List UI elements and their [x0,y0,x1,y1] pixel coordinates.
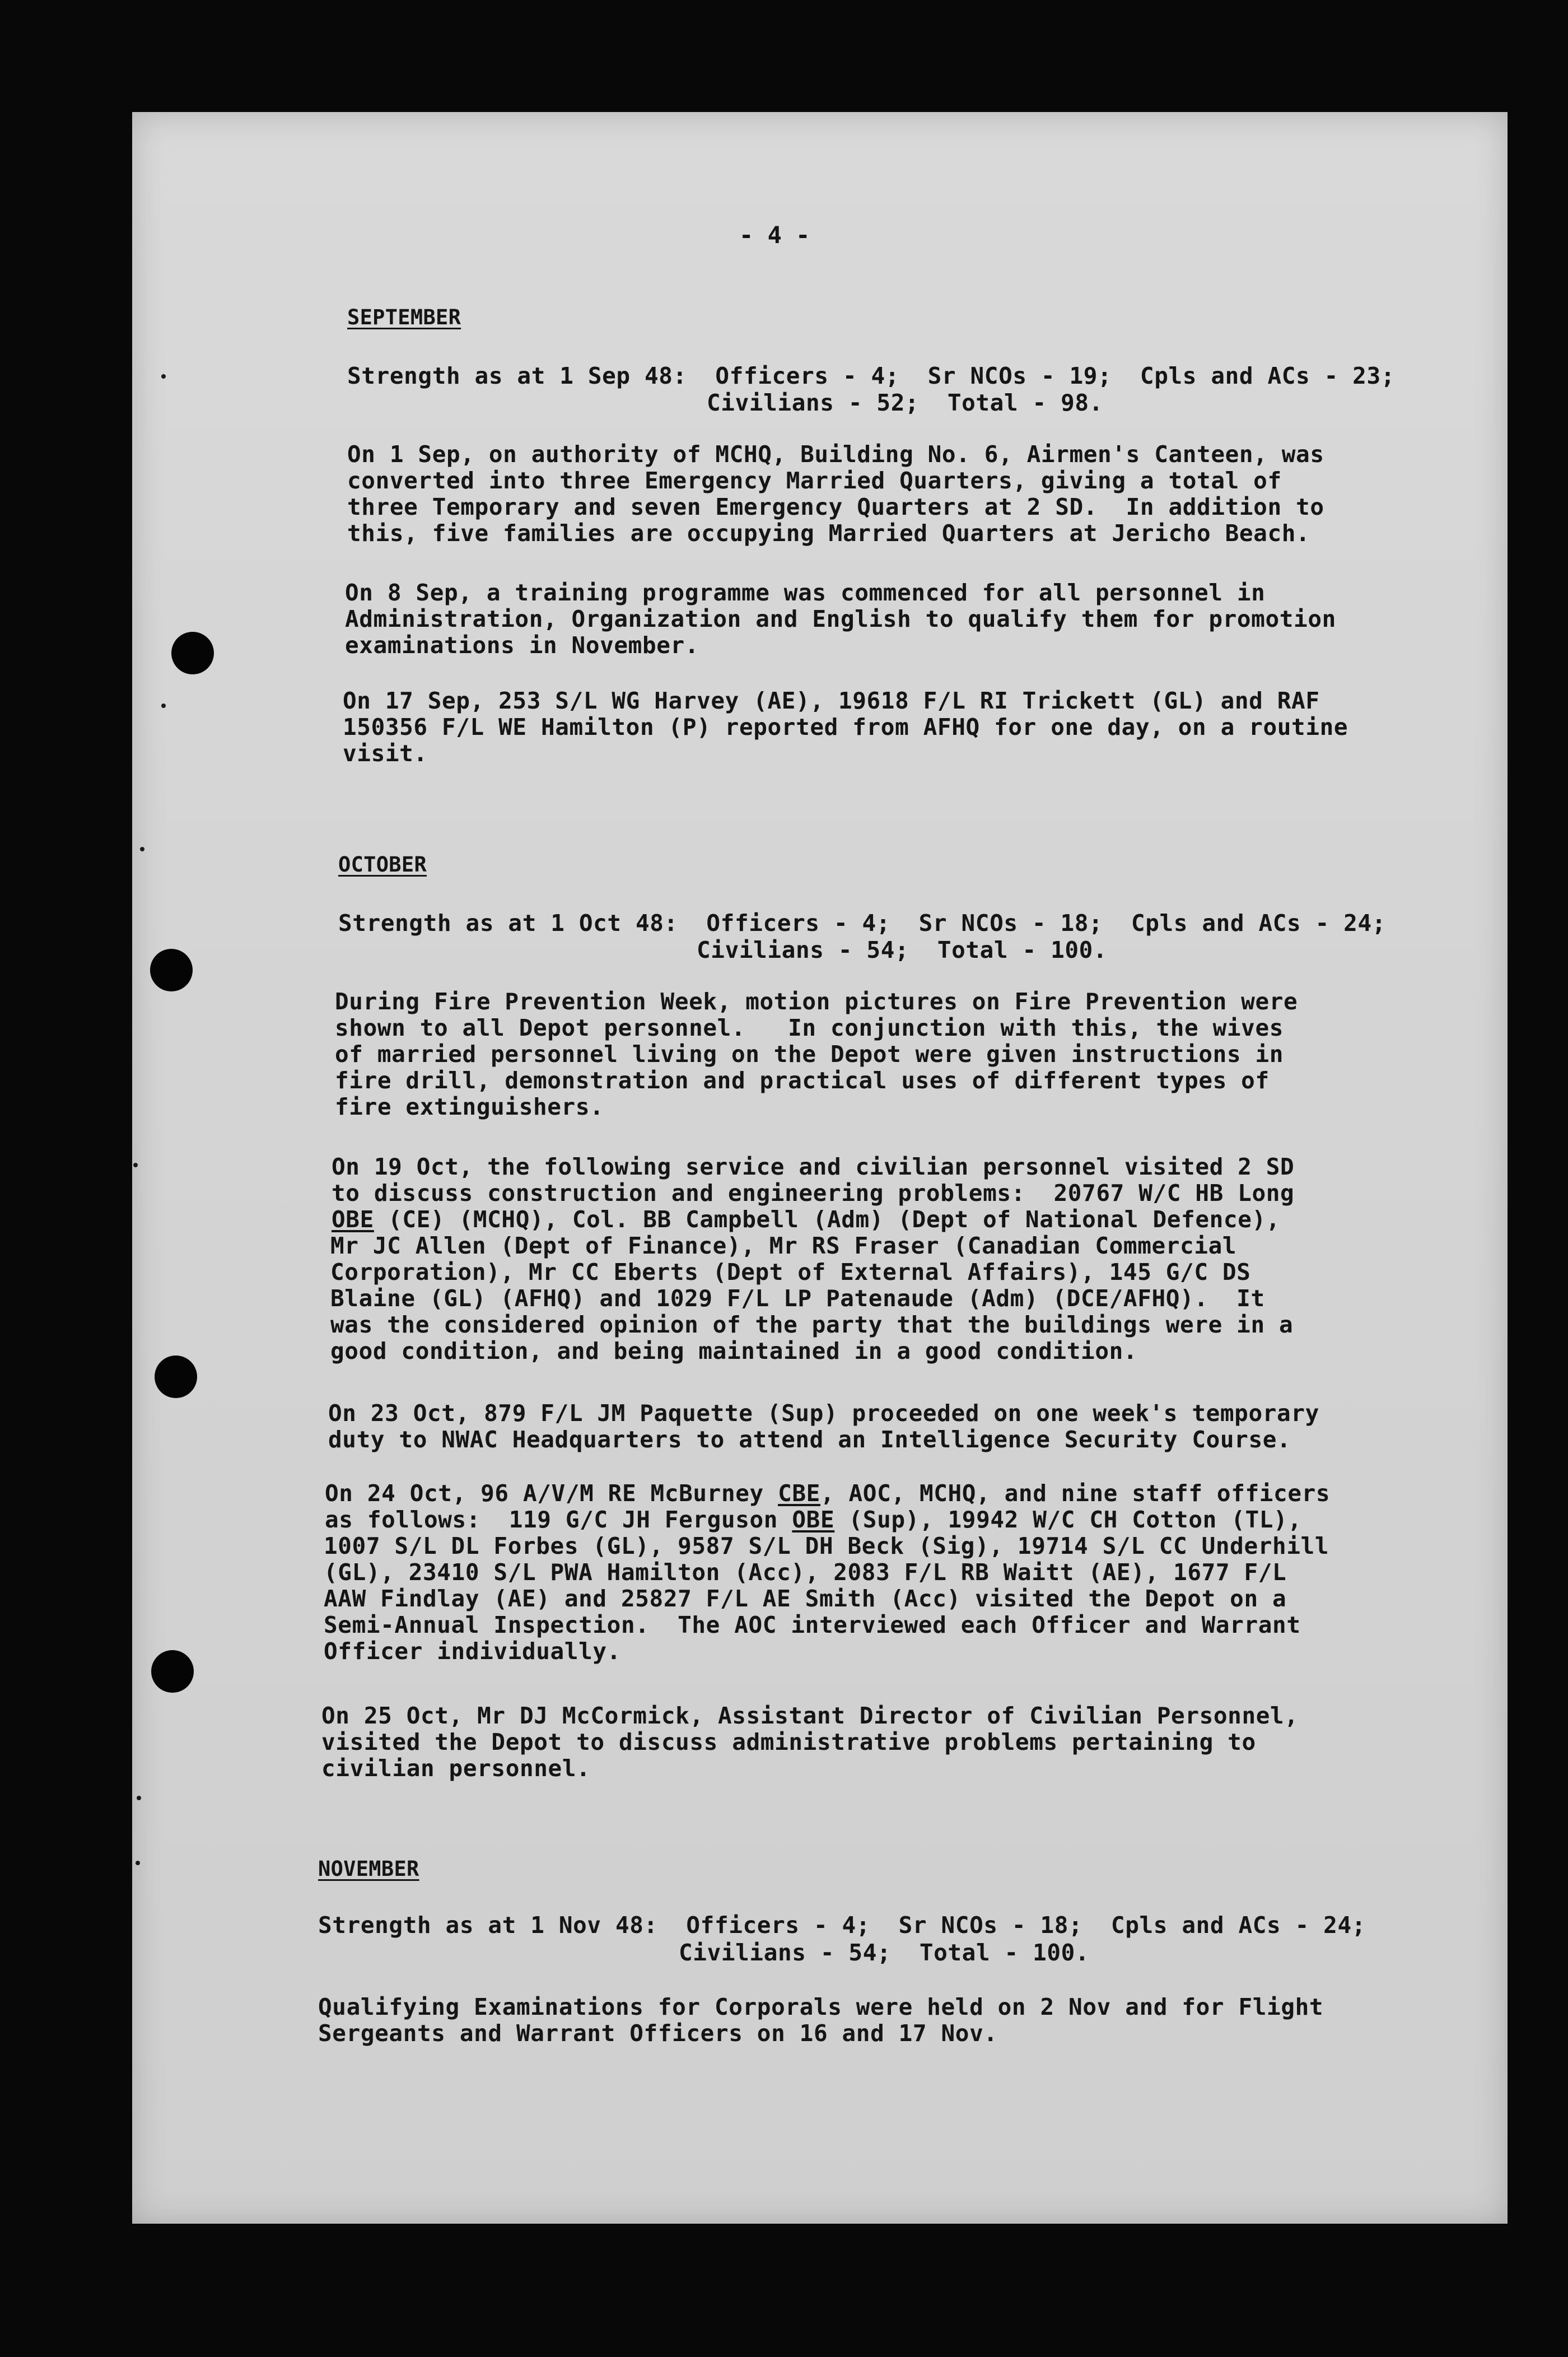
paragraph-october-4-line2 [325,1507,1302,1533]
speck [133,1163,138,1167]
strength-line-september: Strength as at 1 Sep 48: Officers - 4; Sr NCOs - 19; Cpls and ACs - 23; [347,362,1396,389]
paragraph-september-3: On 17 Sep, 253 S/L WG Harvey (AE), 19618 F/L RI Trickett (GL) and RAF 150356 F/L WE Hamilton (P) reported from AFHQ for one day, on a routine visit. [343,687,1348,767]
strength-line-november: Strength as at 1 Nov 48: Officers - 4; Sr NCOs - 18; Cpls and ACs - 24; [318,1912,1366,1939]
honour-obe: OBE [792,1506,835,1533]
speck [136,1861,140,1865]
strength-totals-november: Civilians - 54; Total - 100. [679,1939,1090,1966]
section-heading-september: SEPTEMBER [347,305,461,329]
paragraph-october-2-line3 [332,1207,1280,1233]
text-span: On 24 Oct, 96 A/V/M RE McBurney [325,1480,778,1507]
paragraph-october-2-line3-text: (CE) (MCHQ), Col. BB Campbell (Adm) (Dept of National Defence), [374,1206,1281,1233]
strength-totals-october: Civilians - 54; Total - 100. [697,937,1108,963]
punch-hole [155,1355,197,1398]
paragraph-september-1: On 1 Sep, on authority of MCHQ, Building No. 6, Airmen's Canteen, was converted into three Emergency Married Quarters, giving a total of three Temporary and seven Emergency Quarters at 2 SD. In addition to this, five families are occupying Married Quarters at Jericho Beach. [347,441,1324,547]
punch-hole [151,1650,194,1693]
paragraph-november-1: Qualifying Examinations for Corporals were held on 2 Nov and for Flight Sergeants and Warrant Officers on 16 and 17 Nov. [318,1993,1324,2047]
honour-cbe: CBE [778,1480,820,1507]
text-span: as follows: 119 G/C JH Ferguson [325,1506,792,1533]
speck [161,374,166,379]
section-heading-november: NOVEMBER [318,1857,419,1881]
text-span: , AOC, MCHQ, and nine staff officers [820,1480,1331,1507]
speck [137,1796,141,1800]
paragraph-september-2: On 8 Sep, a training programme was commenced for all personnel in Administration, Organization and English to qualify them for promotion examinations in November. [345,579,1336,659]
strength-line-october: Strength as at 1 Oct 48: Officers - 4; Sr NCOs - 18; Cpls and ACs - 24; [338,910,1387,937]
honour-obe: OBE [332,1206,374,1233]
paragraph-october-1: During Fire Prevention Week, motion pictures on Fire Prevention were shown to all Depot personnel. In conjunction with this, the wives of married personnel living on the Depot were given instructions in fire drill, demonstration and practical uses of different types of fire extinguishers. [335,988,1298,1120]
punch-hole [171,632,214,674]
strength-totals-september: Civilians - 52; Total - 98. [707,389,1103,416]
paragraph-october-4-line1 [325,1480,1330,1507]
paragraph-october-2-line1: On 19 Oct, the following service and civilian personnel visited 2 SD [332,1153,1295,1180]
text-span: (Sup), 19942 W/C CH Cotton (TL), [834,1506,1302,1533]
paragraph-october-3: On 23 Oct, 879 F/L JM Paquette (Sup) proceeded on one week's temporary duty to NWAC Headquarters to attend an Intelligence Security Course. [328,1400,1319,1453]
paragraph-october-5: On 25 Oct, Mr DJ McCormick, Assistant Director of Civilian Personnel, visited the Depot to discuss administrative problems pertaining to civilian personnel. [321,1702,1299,1782]
punch-hole [150,949,193,991]
paragraph-october-2-rest: Mr JC Allen (Dept of Finance), Mr RS Fraser (Canadian Commercial Corporation), Mr CC Eberts (Dept of External Affairs), 145 G/C DS Blaine (GL) (AFHQ) and 1029 F/L LP Patenaude (Adm) (DCE/AFHQ). It was the considered opinion of the party that the buildings were in a good condition, and being maintained in a good condition. [330,1232,1294,1364]
speck [161,704,166,708]
paragraph-october-2-line2: to discuss construction and engineering problems: 20767 W/C HB Long [332,1180,1295,1207]
paragraph-october-4-rest: 1007 S/L DL Forbes (GL), 9587 S/L DH Beck (Sig), 19714 S/L CC Underhill (GL), 23410 S/L PWA Hamilton (Acc), 2083 F/L RB Waitt (AE), 1677 F/L AAW Findlay (AE) and 25827 F/L AE Smith (Acc) visited the Depot on a Semi-Annual Inspection. The AOC interviewed each Officer and Warrant Officer individually. [324,1532,1329,1665]
section-heading-october: OCTOBER [338,853,427,877]
speck [140,847,144,851]
page-number: - 4 - [739,221,810,249]
